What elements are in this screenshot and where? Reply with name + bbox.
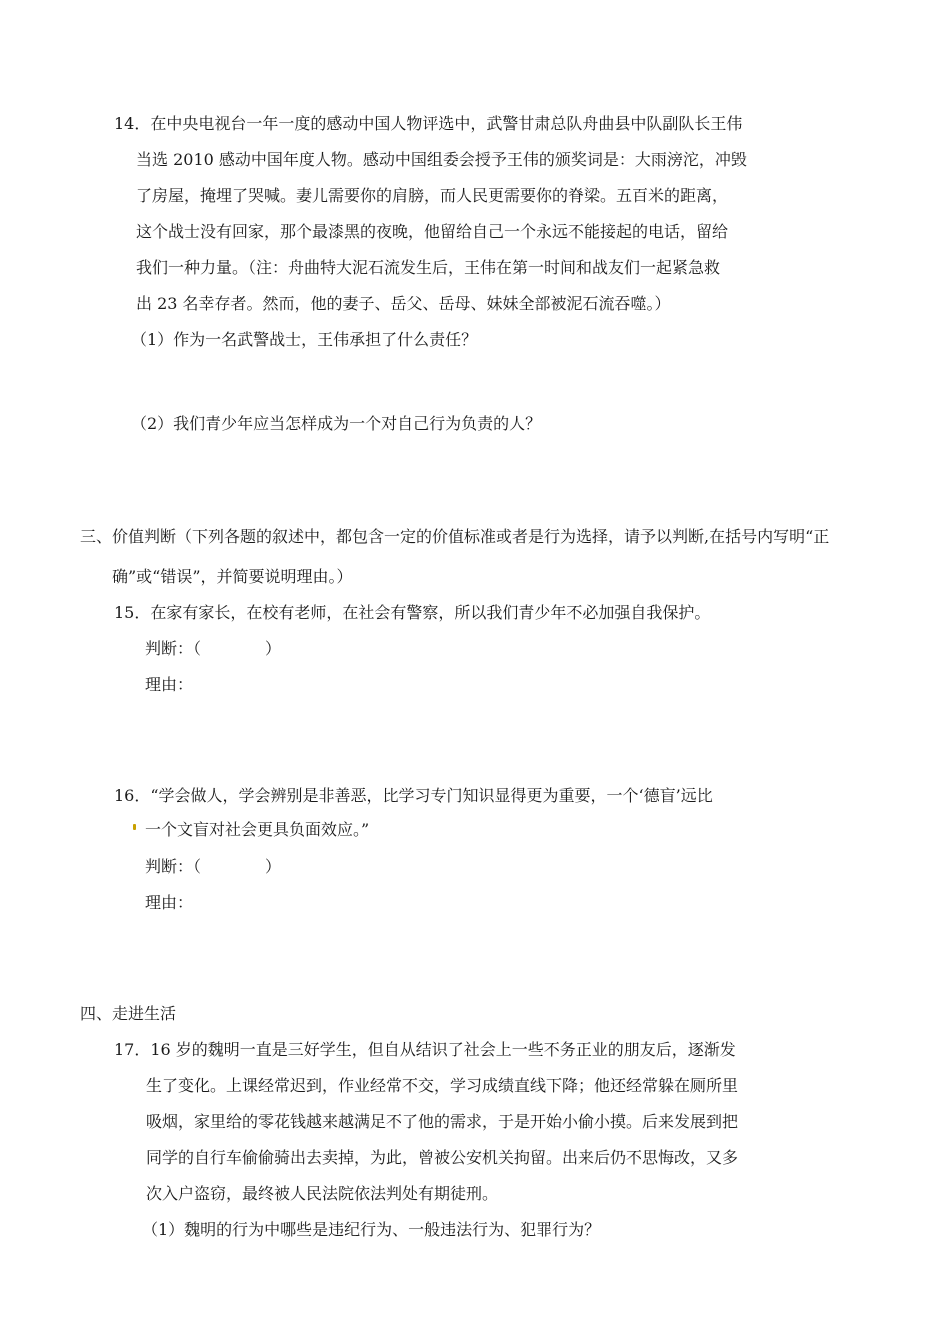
- q16-judgment: 判断：（ ）: [145, 857, 282, 876]
- q14-line-5: 我们一种力量。（注：舟曲特大泥石流发生后，王伟在第一时间和战友们一起紧急救: [136, 258, 721, 277]
- q17-line-5: 次入户盗窃，最终被人民法院依法判处有期徒刑。: [146, 1184, 499, 1203]
- q14-line-4: 这个战士没有回家，那个最漆黑的夜晚，他留给自己一个永远不能接起的电话，留给: [136, 222, 729, 241]
- q16-line-2: 一个文盲对社会更具负面效应。”: [145, 820, 370, 839]
- q17-subquestion-1: （1）魏明的行为中哪些是违纪行为、一般违法行为、犯罪行为？: [142, 1220, 601, 1239]
- q14-line-1: 14．在中央电视台一年一度的感动中国人物评选中，武警甘肃总队舟曲县中队副队长王伟: [114, 114, 743, 133]
- section-3-heading-line-2: 确”或“错误”，并简要说明理由。）: [112, 567, 353, 586]
- q15-text: 15．在家有家长，在校有老师，在社会有警察，所以我们青少年不必加强自我保护。: [114, 603, 711, 622]
- q14-subquestion-1: （1）作为一名武警战士，王伟承担了什么责任？: [131, 330, 478, 349]
- q17-line-1: 17．16 岁的魏明一直是三好学生，但自从结识了社会上一些不务正业的朋友后，逐渐发: [114, 1040, 736, 1059]
- q17-line-3: 吸烟，家里给的零花钱越来越满足不了他的需求，于是开始小偷小摸。后来发展到把: [146, 1112, 739, 1131]
- q14-line-2: 当选 2010 感动中国年度人物。感动中国组委会授予王伟的颁奖词是：大雨滂沱，冲毁: [136, 150, 747, 169]
- q17-line-4: 同学的自行车偷偷骑出去卖掉，为此，曾被公安机关拘留。出来后仍不思悔改，又多: [146, 1148, 739, 1167]
- q17-line-2: 生了变化。上课经常迟到，作业经常不交，学习成绩直线下降；他还经常躲在厕所里: [146, 1076, 739, 1095]
- section-3-heading-line-1: 三、价值判断（下列各题的叙述中，都包含一定的价值标准或者是行为选择，请予以判断,在括号内写明“正: [80, 527, 830, 546]
- q15-judgment: 判断：（ ）: [145, 639, 282, 658]
- q14-line-6: 出 23 名幸存者。然而，他的妻子、岳父、岳母、妹妹全部被泥石流吞噬。）: [136, 294, 671, 313]
- yellow-mark: [133, 824, 136, 830]
- q15-reason: 理由：: [145, 675, 194, 694]
- section-4-heading: 四、走进生活: [80, 1004, 177, 1023]
- q14-subquestion-2: （2）我们青少年应当怎样成为一个对自己行为负责的人？: [131, 414, 542, 433]
- q16-line-1: 16．“学会做人，学会辨别是非善恶，比学习专门知识显得更为重要，一个‘德盲’远比: [114, 786, 713, 805]
- q14-line-3: 了房屋，掩埋了哭喊。妻儿需要你的肩膀，而人民更需要你的脊梁。五百米的距离，: [136, 186, 729, 205]
- q16-reason: 理由：: [145, 893, 194, 912]
